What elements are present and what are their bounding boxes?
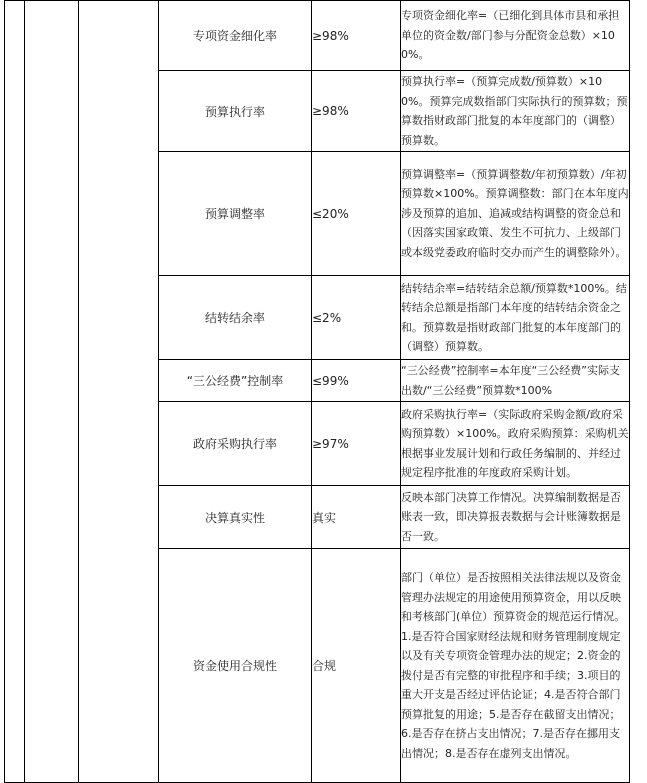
indicator-description: 反映本部门决算工作情况。决算编制数据是否账表一致，即决算报表数据与会计账簿数据是否一致。 [401,486,630,549]
indicator-value: ≤99% [312,360,401,402]
indicator-value: ≥98% [312,1,401,71]
indicator-description: 预算调整率=（预算调整数/年初预算数）/年初预算数×100%。预算调整数：部门在本年度内涉及预算的追加、追减或结构调整的资金总和（因落实国家政策、发生不可抗力、上级部门或本级党委政府临时交办而产生的调整除外）。 [401,152,630,276]
indicator-value: 真实 [312,486,401,549]
indicator-name: 预算执行率 [159,71,312,152]
indicator-description: “三公经费”控制率=本年度“三公经费”实际支出数/“三公经费”预算数*100% [401,360,630,402]
category-cell-b [25,1,79,783]
indicator-name: 结转结余率 [159,276,312,360]
indicator-description: 专项资金细化率=（已细化到具体市县和承担单位的资金数/部门参与分配资金总数）×100%。 [401,1,630,71]
indicator-value: ≥97% [312,402,401,486]
indicator-name: 决算真实性 [159,486,312,549]
indicator-value: ≥98% [312,71,401,152]
indicator-value: 合规 [312,549,401,783]
table-row [5,1,630,71]
indicator-value: ≤2% [312,276,401,360]
indicator-table [4,0,630,783]
indicator-name: “三公经费”控制率 [159,360,312,402]
indicator-description: 结转结余率=结转结余总额/预算数*100%。结转结余总额是指部门本年度的结转结余资金之和。预算数是指财政部门批复的本年度部门的（调整）预算数。 [401,276,630,360]
indicator-description: 政府采购执行率=（实际政府采购金额/政府采购预算数）×100%。政府采购预算：采购机关根据事业发展计划和行政任务编制的、并经过规定程序批准的年度政府采购计划。 [401,402,630,486]
category-cell-a [5,1,25,783]
indicator-name: 政府采购执行率 [159,402,312,486]
indicator-name: 预算调整率 [159,152,312,276]
indicator-name: 资金使用合规性 [159,549,312,783]
category-cell-c [79,1,159,783]
indicator-name: 专项资金细化率 [159,1,312,71]
indicator-description: 预算执行率=（预算完成数/预算数）×100%。预算完成数指部门实际执行的预算数；预算数指财政部门批复的本年度部门的（调整）预算数。 [401,71,630,152]
indicator-value: ≤20% [312,152,401,276]
indicator-description: 部门（单位）是否按照相关法律法规以及资金管理办法规定的用途使用预算资金，用以反映和考核部门(单位）预算资金的规范运行情况。1.是否符合国家财经法规和财务管理制度规定以及有关专项资金管理办法的规定；2.资金的拨付是否有完整的审批程序和手续；3.项目的重大开支是否经过评估论证；4.是否符合部门预算批复的用途；5.是否存在截留支出情况；6.是否存在挤占支出情况；7.是否存在挪用支出情况；8.是否存在虚列支出情况。 [401,549,630,783]
